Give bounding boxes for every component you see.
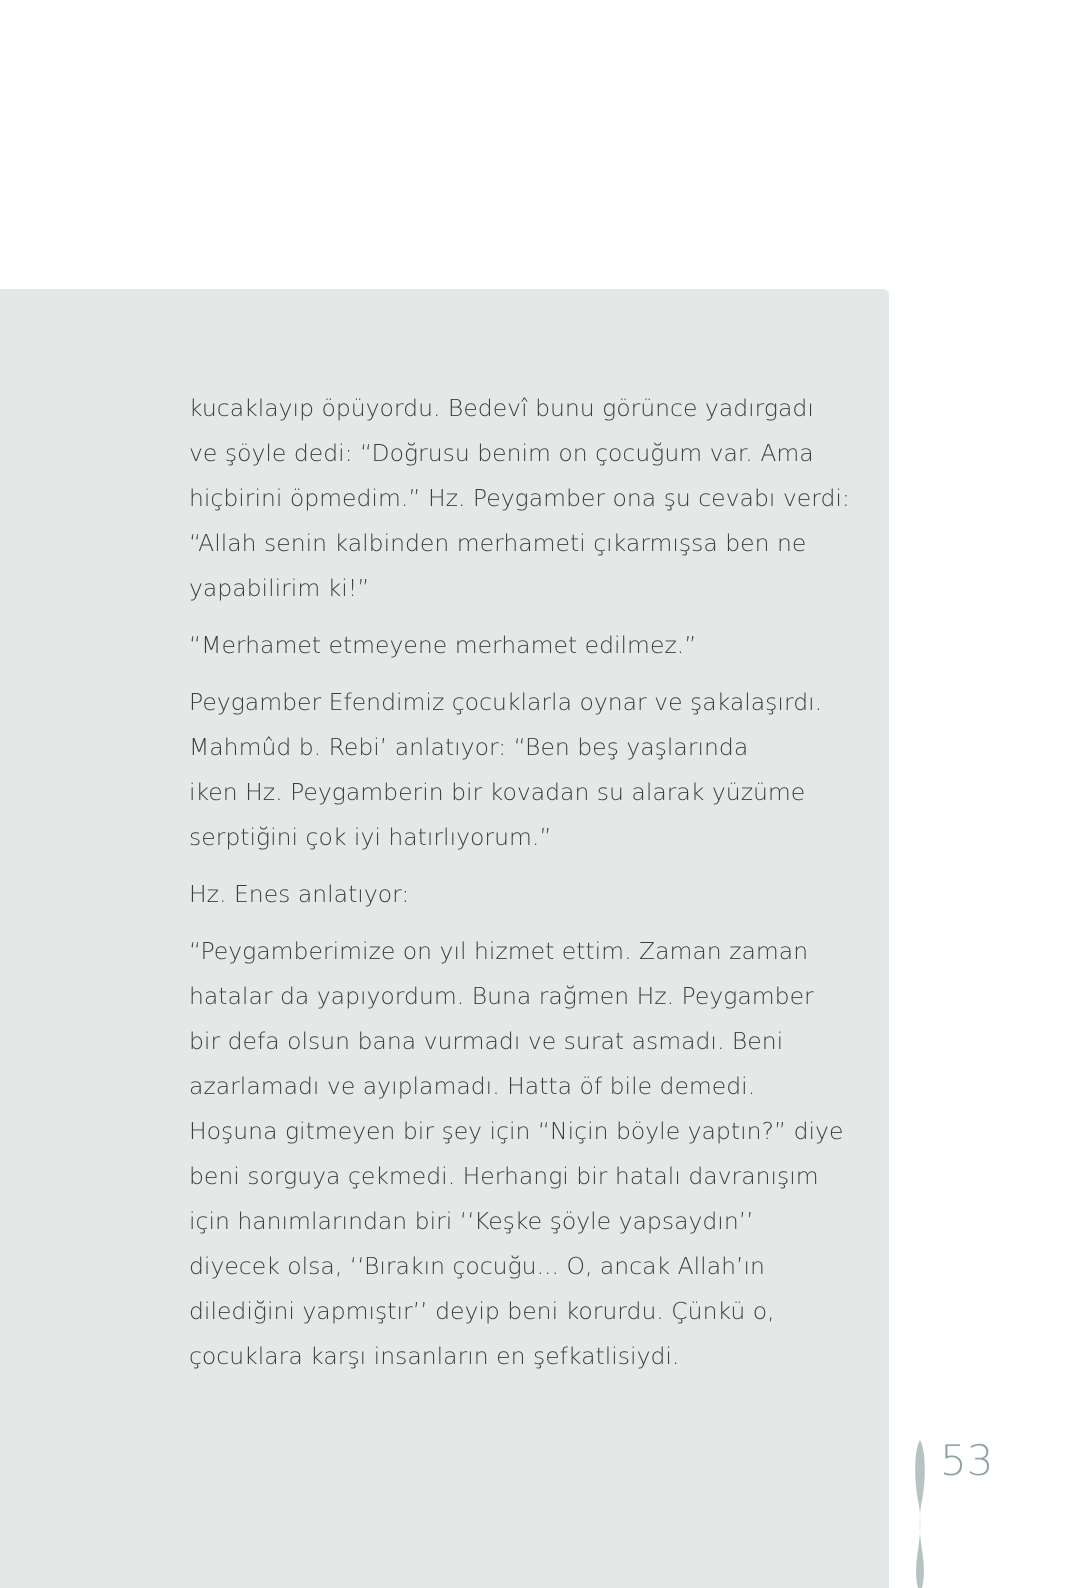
text-line: Mahmûd b. Rebi’ anlatıyor: “Ben beş yaşlarında bbox=[189, 733, 749, 761]
text-line: bir defa olsun bana vurmadı ve surat asmadı. Beni bbox=[189, 1027, 784, 1055]
text-line: beni sorguya çekmedi. Herhangi bir hatalı davranışım bbox=[189, 1162, 819, 1190]
paragraph bbox=[189, 623, 829, 668]
text-line: “Allah senin kalbinden merhameti çıkarmışsa ben ne bbox=[189, 529, 807, 557]
paragraph bbox=[189, 929, 844, 1379]
text-line: serptiğini çok iyi hatırlıyorum.” bbox=[189, 823, 552, 851]
text-line: Hz. Enes anlatıyor: bbox=[189, 880, 410, 908]
text-line: yapabilirim ki!” bbox=[189, 574, 370, 602]
text-line: çocuklara karşı insanların en şefkatlisiydi. bbox=[189, 1342, 680, 1370]
text-line: hatalar da yapıyordum. Buna rağmen Hz. Peygamber bbox=[189, 982, 814, 1010]
text-line: iken Hz. Peygamberin bir kovadan su alarak yüzüme bbox=[189, 778, 806, 806]
text-line: azarlamadı ve ayıplamadı. Hatta öf bile demedi. bbox=[189, 1072, 756, 1100]
page-number: 53 bbox=[940, 1436, 994, 1485]
text-line: ve şöyle dedi: “Doğrusu benim on çocuğum var. Ama bbox=[189, 439, 814, 467]
body-text bbox=[189, 386, 850, 1391]
text-line: diyecek olsa, ‘‘Bırakın çocuğu... O, ancak Allah’ın bbox=[189, 1252, 765, 1280]
text-line: dilediğini yapmıştır’’ deyip beni korurdu. Çünkü o, bbox=[189, 1297, 775, 1325]
paragraph bbox=[189, 872, 829, 917]
text-line: kucaklayıp öpüyordu. Bedevî bunu görünce yadırgadı bbox=[189, 394, 814, 422]
text-line: “Peygamberimize on yıl hizmet ettim. Zaman zaman bbox=[189, 937, 809, 965]
text-line: için hanımlarından biri ‘‘Keşke şöyle yapsaydın’’ bbox=[189, 1207, 754, 1235]
text-line: “Merhamet etmeyene merhamet edilmez.” bbox=[189, 631, 697, 659]
text-line: Hoşuna gitmeyen bir şey için “Niçin böyle yaptın?” diye bbox=[189, 1117, 844, 1145]
text-line: Peygamber Efendimiz çocuklarla oynar ve şakalaşırdı. bbox=[189, 688, 823, 716]
text-line: hiçbirini öpmedim.” Hz. Peygamber ona şu cevabı verdi: bbox=[189, 484, 850, 512]
paragraph bbox=[189, 680, 829, 860]
paragraph bbox=[189, 386, 850, 611]
page-tab-ornament bbox=[910, 1440, 930, 1588]
